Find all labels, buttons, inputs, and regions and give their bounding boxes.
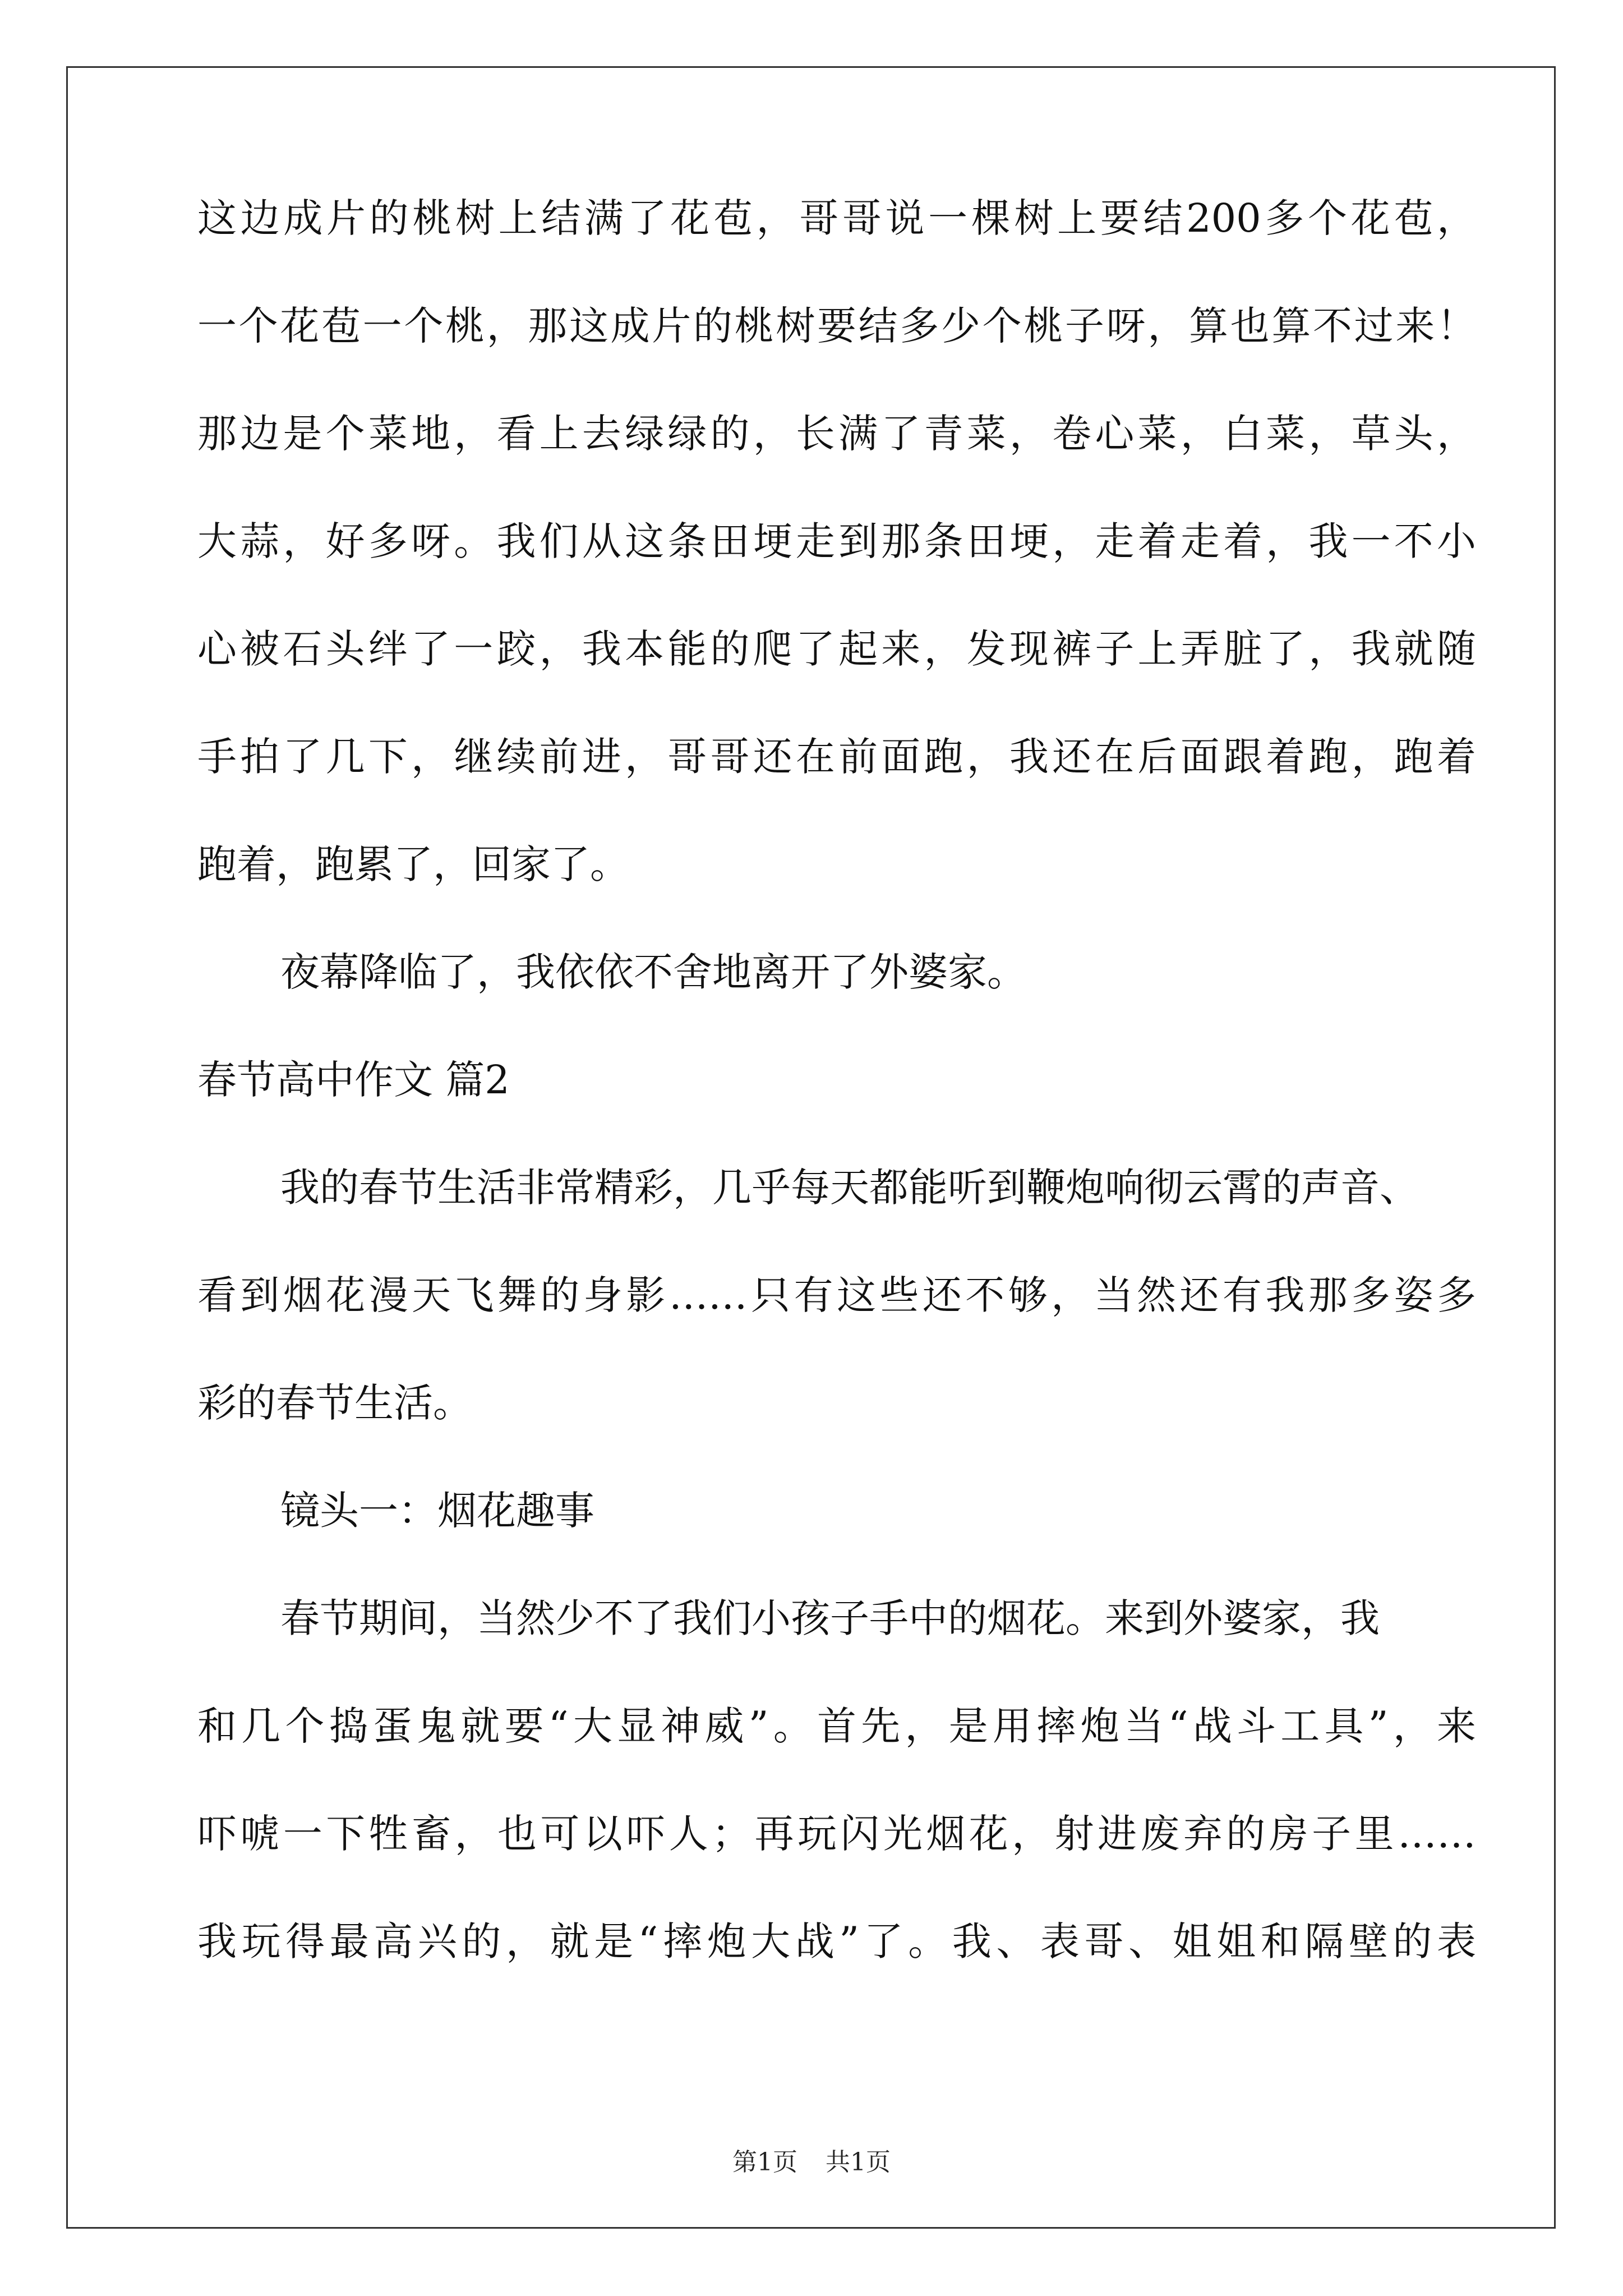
text-line: 我玩得最高兴的，就是“摔炮大战”了。我、表哥、姐姐和隔壁的表 <box>197 1918 1476 1964</box>
page-footer <box>0 2142 1623 2178</box>
text-line: 大蒜，好多呀。我们从这条田埂走到那条田埂，走着走着，我一不小 <box>197 518 1476 564</box>
paragraph-line: 夜幕降临了，我依依不舍地离开了外婆家。 <box>280 949 1026 995</box>
text-line: 一个花苞一个桃，那这成片的桃树要结多少个桃子呀，算也算不过来！ <box>197 303 1476 349</box>
text-line: 这边成片的桃树上结满了花苞，哥哥说一棵树上要结200多个花苞， <box>197 195 1476 241</box>
text-line: 和几个捣蛋鬼就要“大显神威”。首先，是用摔炮当“战斗工具”，来 <box>197 1703 1476 1749</box>
section-heading: 春节高中作文 篇2 <box>197 1057 510 1103</box>
page-number-total: 共1页 <box>826 2148 891 2177</box>
text-line: 跑着，跑累了，回家了。 <box>197 841 629 887</box>
paragraph-line: 春节期间，当然少不了我们小孩子手中的烟花。来到外婆家，我 <box>280 1595 1380 1641</box>
text-line: 手拍了几下，继续前进，哥哥还在前面跑，我还在后面跟着跑，跑着 <box>197 734 1476 780</box>
paragraph-line: 我的春节生活非常精彩，几乎每天都能听到鞭炮响彻云霄的声音、 <box>280 1165 1419 1211</box>
text-line: 看到烟花漫天飞舞的身影……只有这些还不够，当然还有我那多姿多 <box>197 1272 1476 1318</box>
document-body <box>197 192 1476 2023</box>
text-line: 那边是个菜地，看上去绿绿的，长满了青菜，卷心菜，白菜，草头， <box>197 411 1476 457</box>
text-line: 吓唬一下牲畜，也可以吓人；再玩闪光烟花，射进废弃的房子里…… <box>197 1811 1476 1857</box>
subheading-line: 镜头一：烟花趣事 <box>280 1488 594 1534</box>
text-line: 彩的春节生活。 <box>197 1380 472 1426</box>
text-line: 心被石头绊了一跤，我本能的爬了起来，发现裤子上弄脏了，我就随 <box>197 626 1476 672</box>
page-number-current: 第1页 <box>732 2148 797 2177</box>
